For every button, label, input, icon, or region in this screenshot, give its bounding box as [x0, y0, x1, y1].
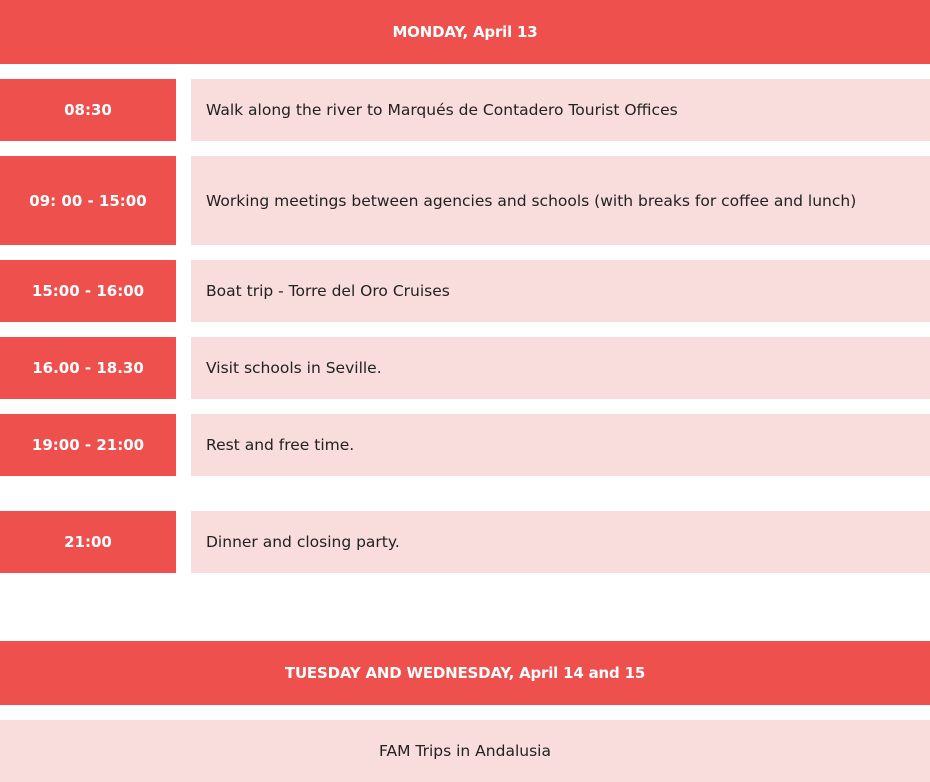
- fam-trips-row: FAM Trips in Andalusia: [0, 720, 930, 782]
- time-cell: 15:00 - 16:00: [0, 260, 176, 322]
- time-cell: 16.00 - 18.30: [0, 337, 176, 399]
- activity-cell: Boat trip - Torre del Oro Cruises: [191, 260, 930, 322]
- activity-cell: Visit schools in Seville.: [191, 337, 930, 399]
- tuesday-wednesday-header: TUESDAY AND WEDNESDAY, April 14 and 15: [0, 641, 930, 705]
- schedule-row: [0, 260, 930, 322]
- activity-cell: Walk along the river to Marqués de Contadero Tourist Offices: [191, 79, 930, 141]
- activity-cell: Working meetings between agencies and schools (with breaks for coffee and lunch): [191, 156, 930, 245]
- time-cell: 09: 00 - 15:00: [0, 156, 176, 245]
- schedule-row: [0, 414, 930, 476]
- activity-cell: Rest and free time.: [191, 414, 930, 476]
- schedule-row: [0, 511, 930, 573]
- time-cell: 21:00: [0, 511, 176, 573]
- monday-header: MONDAY, April 13: [0, 0, 930, 64]
- schedule-row: [0, 337, 930, 399]
- time-cell: 08:30: [0, 79, 176, 141]
- schedule-row: [0, 156, 930, 245]
- time-cell: 19:00 - 21:00: [0, 414, 176, 476]
- activity-cell: Dinner and closing party.: [191, 511, 930, 573]
- schedule-row: [0, 79, 930, 141]
